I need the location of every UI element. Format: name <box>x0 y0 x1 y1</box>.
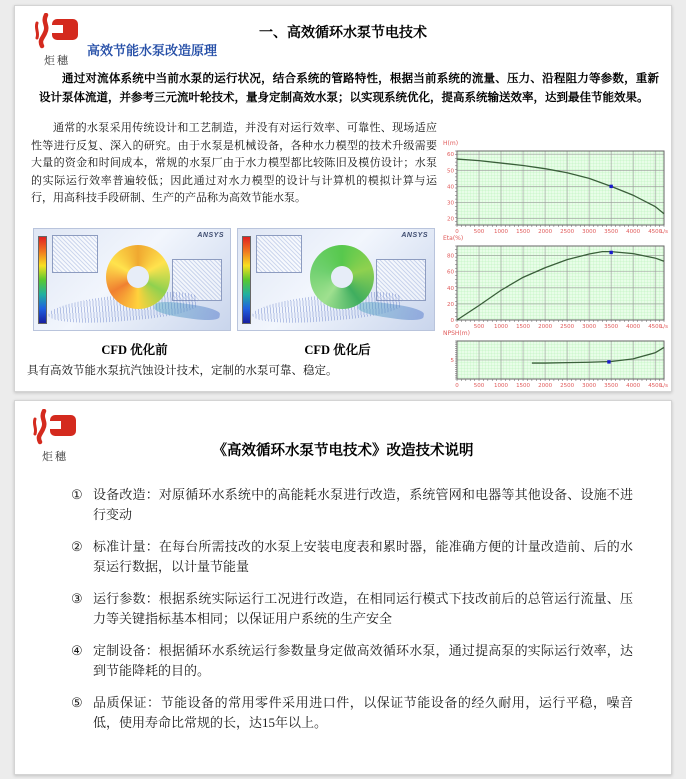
list-item <box>71 485 633 524</box>
list-item <box>71 537 633 576</box>
list-item <box>71 693 633 732</box>
svg-text:2500: 2500 <box>560 383 575 388</box>
chart-ylabel: NPSH(m) <box>443 330 470 337</box>
item-number: ② <box>71 539 83 554</box>
item-number: ④ <box>71 643 83 658</box>
svg-text:1000: 1000 <box>494 383 509 388</box>
list-item <box>71 589 633 628</box>
svg-text:3000: 3000 <box>582 229 597 234</box>
page1-footer-note: 具有高效节能水泵抗汽蚀设计技术，定制的水泵可靠、稳定。 <box>27 365 338 377</box>
svg-text:0: 0 <box>450 318 454 324</box>
svg-text:1000: 1000 <box>494 229 509 234</box>
item-number: ⑤ <box>71 695 83 710</box>
item-number: ③ <box>71 591 83 606</box>
svg-text:L/s: L/s <box>660 229 668 234</box>
cfd-image-row <box>33 228 439 331</box>
svg-text:2500: 2500 <box>560 324 575 329</box>
svg-text:500: 500 <box>473 324 485 329</box>
item-number: ① <box>71 487 83 502</box>
cfd-caption-row <box>33 340 439 358</box>
cfd-before-caption: CFD 优化前 <box>101 343 168 357</box>
head-flow-curve <box>443 148 669 234</box>
svg-text:L/s: L/s <box>660 383 668 388</box>
page1-subtitle: 高效节能水泵改造原理 <box>87 43 218 58</box>
svg-text:L/s: L/s <box>660 324 668 329</box>
svg-text:0: 0 <box>455 324 459 329</box>
svg-text:1500: 1500 <box>516 324 531 329</box>
document-page-1 <box>14 5 672 392</box>
svg-text:2000: 2000 <box>538 229 553 234</box>
svg-text:4500: 4500 <box>648 324 663 329</box>
svg-text:2500: 2500 <box>560 229 575 234</box>
svg-text:2000: 2000 <box>538 383 553 388</box>
body-paragraph: 通常的水泵采用传统设计和工艺制造，并没有对运行效率、可靠性、现场适应性等进行反复、深入的研究。由于水泵是机械设备，各种水力模型的技术升级需要大量的资金和时间成本，常规的水泵厂由于水力模型都比较陈旧及模仿设计；水泵的实际运行效率普遍较低；因此通过对水力模型的设计与计算机的模拟计算与运行，用高科技手段研制、生产的产品称为高效节能水泵。 <box>31 122 437 204</box>
svg-text:0: 0 <box>455 229 459 234</box>
ansys-watermark: ANSYS <box>401 232 428 239</box>
svg-text:1500: 1500 <box>516 229 531 234</box>
svg-text:4000: 4000 <box>626 229 641 234</box>
svg-text:3000: 3000 <box>582 324 597 329</box>
svg-text:40: 40 <box>447 184 454 191</box>
svg-text:50: 50 <box>447 168 454 175</box>
svg-text:0: 0 <box>455 383 459 388</box>
intro-paragraph-bold: 通过对流体系统中当前水泵的运行状况，结合系统的管路特性，根据当前系统的流量、压力、沿程阻力等参数，重新设计泵体流道，并参考三元流叶轮技术，量身定制高效水泵；以实现系统优化，提高系统输送效率，达到最佳节能效果。 <box>39 73 659 104</box>
svg-text:3500: 3500 <box>604 229 619 234</box>
efficiency-flow-chart <box>443 235 675 329</box>
svg-text:40: 40 <box>447 285 454 292</box>
svg-text:3000: 3000 <box>582 383 597 388</box>
page1-title: 一、高效循环水泵节电技术 <box>259 24 427 40</box>
chart-ylabel: Eta(%) <box>443 235 464 242</box>
document-page-2 <box>14 400 672 775</box>
item-text: 标准计量：在每台所需技改的水泵上安装电度表和累时器，能准确方便的计量改造前、后的水泵运行数据，以计量节能量 <box>93 539 633 574</box>
cfd-after-image <box>237 228 435 331</box>
svg-text:4500: 4500 <box>648 383 663 388</box>
cfd-before-image <box>33 228 231 331</box>
chart-ylabel: H(m) <box>443 140 459 147</box>
cfd-zoom-inset <box>256 235 302 273</box>
svg-text:3500: 3500 <box>604 324 619 329</box>
svg-text:500: 500 <box>473 383 485 388</box>
svg-text:2000: 2000 <box>538 324 553 329</box>
svg-text:4500: 4500 <box>648 229 663 234</box>
cfd-impeller <box>310 245 374 309</box>
head-flow-chart <box>443 140 675 234</box>
svg-text:3500: 3500 <box>604 383 619 388</box>
svg-text:4000: 4000 <box>626 383 641 388</box>
svg-text:80: 80 <box>447 253 454 260</box>
svg-text:60: 60 <box>447 269 454 276</box>
svg-text:20: 20 <box>447 216 454 223</box>
svg-text:1500: 1500 <box>516 383 531 388</box>
item-text: 运行参数：根据系统实际运行工况进行改造，在相同运行模式下技改前后的总管运行流量、压力等关键指标基本相同；以保证用户系统的生产安全 <box>93 591 633 626</box>
svg-text:60: 60 <box>447 152 454 159</box>
svg-text:4000: 4000 <box>626 324 641 329</box>
company-logo-text: 炬穗 <box>44 55 70 67</box>
item-text: 设备改造：对原循环水系统中的高能耗水泵进行改造，系统管网和电器等其他设备、设施不进行变动 <box>93 487 633 522</box>
npsh-flow-curve <box>443 338 669 388</box>
item-text: 品质保证：节能设备的常用零件采用进口件，以保证节能设备的经久耐用，运行平稳，噪音低，使用寿命比常规的长，达15年以上。 <box>93 695 633 730</box>
page2-title: 《高效循环水泵节电技术》改造技术说明 <box>212 443 474 459</box>
svg-text:20: 20 <box>447 301 454 308</box>
svg-text:1000: 1000 <box>494 324 509 329</box>
company-logo-text: 炬穗 <box>42 451 68 463</box>
npsh-flow-chart <box>443 330 675 388</box>
cfd-zoom-inset <box>52 235 98 273</box>
pump-curves-column <box>443 140 675 389</box>
svg-text:30: 30 <box>447 200 454 207</box>
cfd-color-scale <box>38 236 47 324</box>
cfd-after-caption: CFD 优化后 <box>304 343 371 357</box>
efficiency-flow-curve <box>443 243 669 329</box>
technical-notes-list <box>71 485 633 745</box>
cfd-color-scale <box>242 236 251 324</box>
item-text: 定制设备：根据循环水系统运行参数量身定做高效循环水泵，通过提高泵的实际运行效率，达到节能降耗的目的。 <box>93 643 633 678</box>
ansys-watermark: ANSYS <box>197 232 224 239</box>
svg-text:5: 5 <box>450 358 454 364</box>
svg-text:500: 500 <box>473 229 485 234</box>
cfd-impeller <box>106 245 170 309</box>
list-item <box>71 641 633 680</box>
